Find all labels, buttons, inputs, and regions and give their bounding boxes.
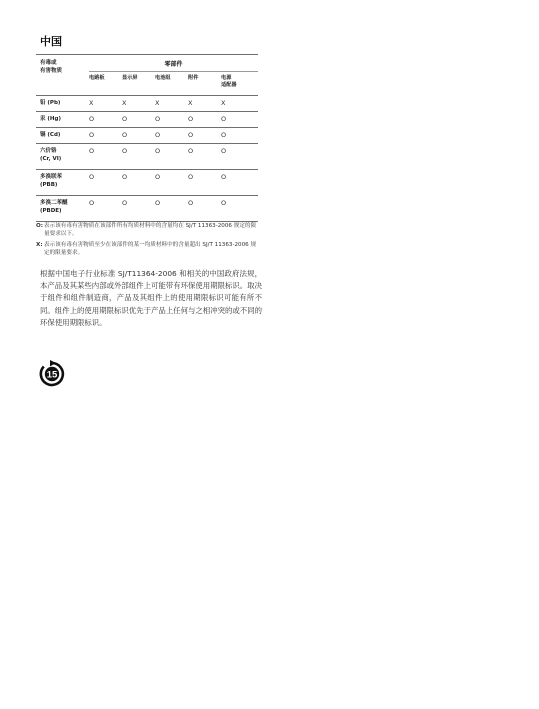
table-cell: O [122,130,128,139]
footnote-key: O: [36,223,43,229]
table-row [36,195,258,221]
footnote-o [36,222,258,239]
table-cell: O [155,172,161,181]
logo-number: 15 [46,369,58,381]
table-cell: O [89,198,95,207]
hazard-header-cell [36,55,89,95]
table-cell: O [122,172,128,181]
row-label-cadmium: 镉 (Cd) [40,131,61,138]
page-heading: 中国 [40,35,62,48]
table-cell: X [89,98,94,107]
footnote-text: 表示该有毒有害物质至少在该部件的某一均质材料中的含量超出 SJ/T 11363-2006 规定的限量要求。 [44,242,257,257]
table-cell: O [122,146,128,155]
table-cell: O [155,130,161,139]
table-cell: O [155,146,161,155]
hazard-header: 有毒或 有害物质 [40,60,63,74]
regulation-paragraph: 根据中国电子行业标准 SJ/T11364-2006 和相关的中国政府法规，本产品及其某些内部或外部组件上可能带有环保使用期限标识。取决于组件和组件制造商，产品及其组件上的使用期限标识可能有所不同。组件上的使用期限标识优先于产品上任何与之相冲突的或不同的环保使用期限标识。 [40,269,262,327]
table-row [36,169,258,195]
table-cell: X [122,98,127,107]
table-cell: O [155,198,161,207]
table-cell: O [188,130,194,139]
row-label-mercury: 汞 (Hg) [40,115,61,122]
table-cell: O [89,114,95,123]
column-header-accessories: 附件 [188,71,221,95]
table-cell: X [221,98,226,107]
footnote-key: X: [36,242,43,248]
footnote-text: 表示该有毒有害物质在该部件所有均质材料中的含量均在 SJ/T 11363-2006 规定的限量要求以下。 [44,223,257,238]
column-header-circuit-board: 电路板 [89,71,122,95]
table-row [36,143,258,169]
table-cell: O [122,198,128,207]
table-cell: O [188,198,194,207]
table-cell: X [188,98,193,107]
environmental-protection-use-period-icon [38,360,66,388]
column-header-battery: 电池组 [155,71,188,95]
column-header-power-adapter: 电源 适配器 [221,71,258,95]
table-cell: O [89,172,95,181]
table-cell: O [122,114,128,123]
table-cell: O [188,146,194,155]
table-cell: O [221,146,227,155]
table-cell: O [221,172,227,181]
row-label-hexavalent-chromium: 六价铬 (Cr, VI) [40,147,62,162]
row-label-pbde: 多溴二苯醚 (PBDE) [40,199,68,214]
components-group-header-cell [89,55,258,71]
column-header-display: 显示屏 [122,71,155,95]
table-cell: O [221,130,227,139]
table-cell: O [221,198,227,207]
row-label-lead: 铅 (Pb) [40,99,61,106]
table-cell: O [221,114,227,123]
table-cell: O [188,114,194,123]
table-cell: O [89,130,95,139]
footnote-x [36,241,258,258]
components-group-header: 零部件 [164,61,183,68]
row-label-pbb: 多溴联苯 (PBB) [40,173,63,188]
hazardous-substances-table [36,54,258,222]
table-row [36,127,258,143]
table-row [36,111,258,127]
table-cell: O [188,172,194,181]
table-row [36,95,258,111]
table-cell: O [89,146,95,155]
table-cell: O [155,114,161,123]
table-cell: X [155,98,160,107]
